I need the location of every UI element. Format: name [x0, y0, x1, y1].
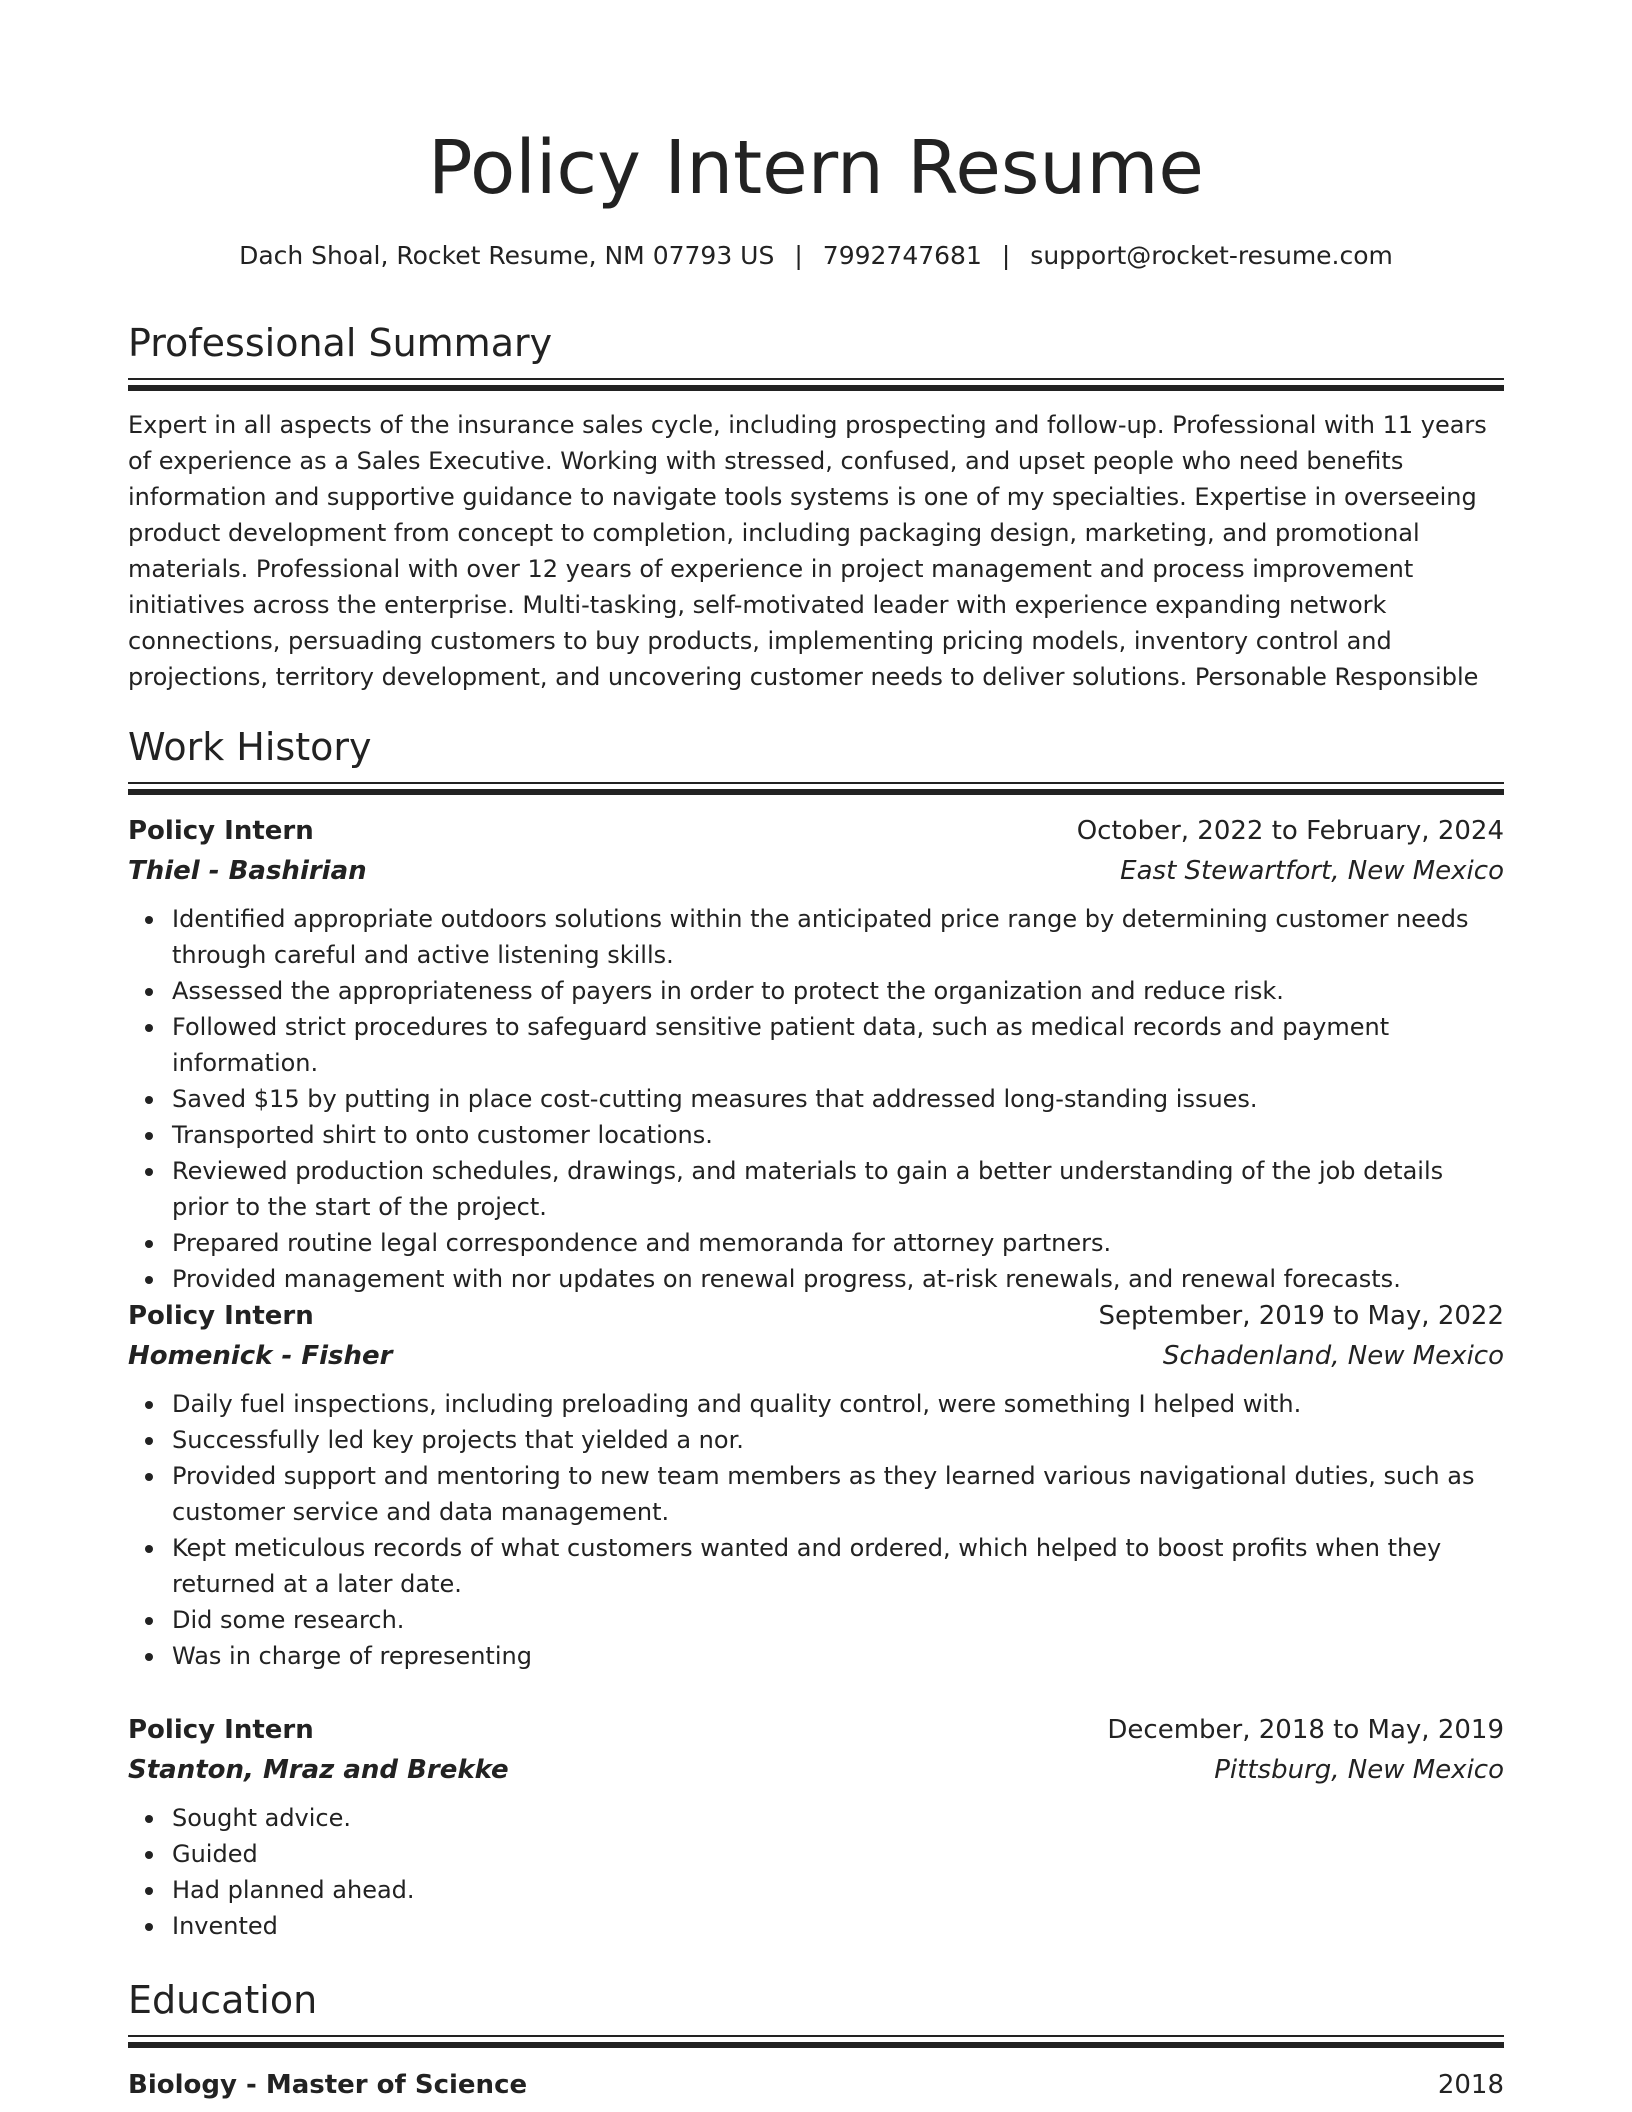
- job-bullet: Was in charge of representing: [172, 1638, 1504, 1674]
- job-entry: [128, 1296, 1504, 1674]
- section-divider: [128, 782, 1504, 795]
- job-bullet: Invented: [172, 1908, 1504, 1944]
- job-title: Policy Intern: [128, 816, 314, 846]
- job-bullet: Sought advice.: [172, 1800, 1504, 1836]
- job-bullet: Followed strict procedures to safeguard sensitive patient data, such as medical records and payment information.: [172, 1009, 1504, 1081]
- job-entry: [128, 1710, 1504, 1944]
- job-bullet: Provided support and mentoring to new team members as they learned various navigational duties, such as customer service and data management.: [172, 1458, 1504, 1530]
- contact-separator: |: [1001, 241, 1011, 270]
- job-location: Schadenland, New Mexico: [1162, 1341, 1504, 1371]
- job-dates: December, 2018 to May, 2019: [1107, 1715, 1504, 1745]
- contact-line: [128, 238, 1504, 274]
- section-divider: [128, 2035, 1504, 2048]
- resume-title: Policy Intern Resume: [428, 125, 1204, 211]
- section-heading-education: Education: [128, 1978, 318, 2022]
- contact-phone: 7992747681: [822, 241, 982, 270]
- education-entry: [128, 2065, 1504, 2105]
- resume-page: [128, 0, 1504, 2112]
- section-heading-summary: Professional Summary: [128, 321, 553, 365]
- job-bullet-list: [128, 1800, 1504, 1944]
- job-bullet-list: [128, 901, 1504, 1297]
- job-company: Thiel - Bashirian: [128, 856, 367, 886]
- job-bullet: Transported shirt to onto customer locations.: [172, 1117, 1504, 1153]
- job-bullet: Had planned ahead.: [172, 1872, 1504, 1908]
- job-bullet: Identified appropriate outdoors solutions within the anticipated price range by determining customer needs through careful and active listening skills.: [172, 901, 1504, 973]
- job-bullet-list: [128, 1386, 1504, 1674]
- job-bullet: Daily fuel inspections, including preloading and quality control, were something I helped with.: [172, 1386, 1504, 1422]
- contact-address: Dach Shoal, Rocket Resume, NM 07793 US: [239, 241, 775, 270]
- job-bullet: Saved $15 by putting in place cost-cutting measures that addressed long-standing issues.: [172, 1081, 1504, 1117]
- job-dates: October, 2022 to February, 2024: [1076, 816, 1504, 846]
- job-dates: September, 2019 to May, 2022: [1098, 1301, 1504, 1331]
- job-company: Homenick - Fisher: [128, 1341, 393, 1371]
- job-title: Policy Intern: [128, 1301, 314, 1331]
- job-bullet: Guided: [172, 1836, 1504, 1872]
- job-bullet: Reviewed production schedules, drawings, and materials to gain a better understanding of the job details prior to the start of the project.: [172, 1153, 1504, 1225]
- job-bullet: Provided management with nor updates on renewal progress, at-risk renewals, and renewal forecasts.: [172, 1261, 1504, 1297]
- job-location: East Stewartfort, New Mexico: [1120, 856, 1504, 886]
- job-company: Stanton, Mraz and Brekke: [128, 1755, 509, 1785]
- education-year: 2018: [1437, 2070, 1504, 2100]
- section-heading-work: Work History: [128, 725, 372, 769]
- job-entry: [128, 811, 1504, 1297]
- section-divider: [128, 378, 1504, 391]
- job-bullet: Successfully led key projects that yielded a nor.: [172, 1422, 1504, 1458]
- contact-email: support@rocket-resume.com: [1030, 241, 1393, 270]
- job-bullet: Kept meticulous records of what customers wanted and ordered, which helped to boost profits when they returned at a later date.: [172, 1530, 1504, 1602]
- job-bullet: Assessed the appropriateness of payers in order to protect the organization and reduce risk.: [172, 973, 1504, 1009]
- job-location: Pittsburg, New Mexico: [1214, 1755, 1504, 1785]
- job-bullet: Prepared routine legal correspondence and memoranda for attorney partners.: [172, 1225, 1504, 1261]
- job-bullet: Did some research.: [172, 1602, 1504, 1638]
- education-degree: Biology - Master of Science: [128, 2070, 528, 2100]
- summary-text: Expert in all aspects of the insurance sales cycle, including prospecting and follow-up. Professional with 11 years of experience as a Sales Executive. Working with stressed, confused, and upset people who need benefits information and supportive guidance to navigate tools systems is one of my specialties. Expertise in overseeing product development from concept to completion, including packaging design, marketing, and promotional materials. Professional with over 12 years of experience in project management and process improvement initiatives across the enterprise. Multi-tasking, self-motivated leader with experience expanding network connections, persuading customers to buy products, implementing pricing models, inventory control and projections, territory development, and uncovering customer needs to deliver solutions. Personable Responsible: [128, 411, 1487, 691]
- contact-separator: |: [794, 241, 803, 270]
- job-title: Policy Intern: [128, 1715, 314, 1745]
